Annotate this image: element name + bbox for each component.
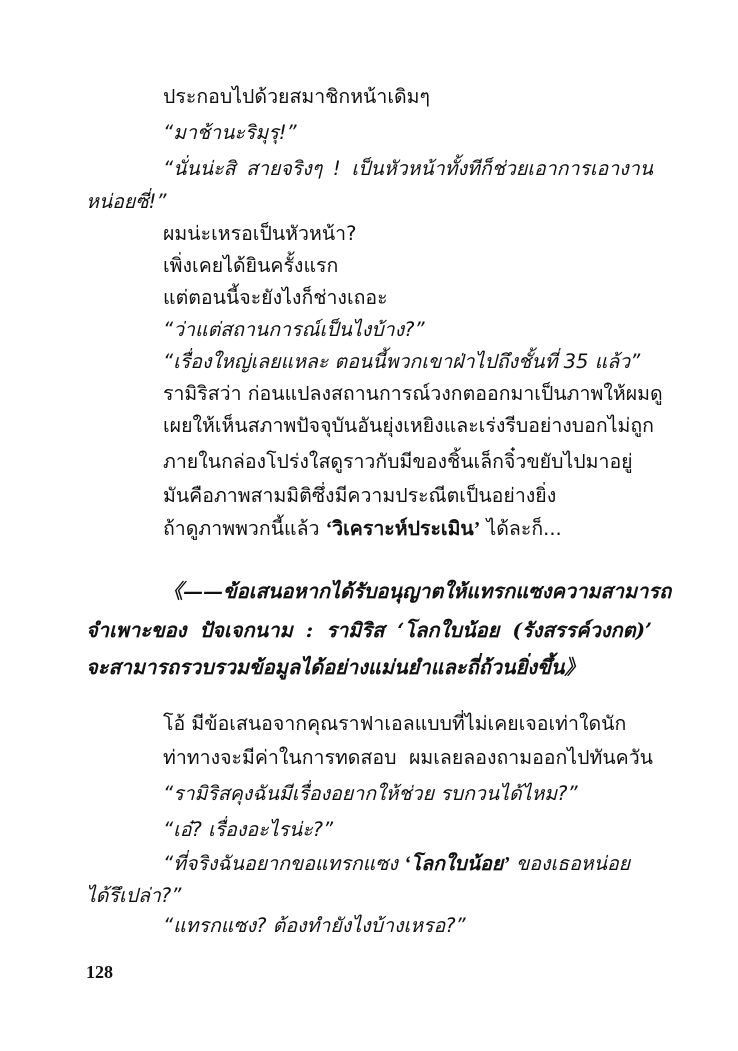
narration-text: ถ้าดูภาพพวกนี้แล้ว — [163, 517, 326, 540]
narration-line: ประกอบไปด้วยสมาชิกหน้าเดิมๆ — [163, 85, 430, 108]
narration-line: เพิ่งเคยได้ยินครั้งแรก — [163, 254, 339, 277]
dialogue-line: “นั่นน่ะสิ สายจริงๆ ! เป็นหัวหน้าทั้งทีก็ช่วยเอาการเอางาน — [163, 157, 653, 180]
dialogue-text: ของเธอหน่อย — [509, 852, 631, 875]
narration-line: ท่าทางจะมีค่าในการทดสอบ ผมเลยลองถามออกไปทันควัน — [163, 746, 653, 769]
dialogue-line: “รามิริสคุงฉันมีเรื่องอยากให้ช่วย รบกวนได้ไหม?” — [163, 782, 578, 805]
narration-line: ผมน่ะเหรอเป็นหัวหน้า? — [163, 222, 357, 245]
dialogue-line: หน่อยซี่!” — [86, 190, 167, 213]
system-message-line: จำเพาะของ ปัจเจกนาม : รามิริส ‘โลกใบน้อย (รังสรรค์วงกต)’ — [86, 618, 652, 642]
system-message-line: จะสามารถรวบรวมข้อมูลได้อย่างแม่นยำและถี่ถ้วนยิ่งขึ้น》 — [86, 655, 585, 679]
narration-line: เผยให้เห็นสภาพปัจจุบันอันยุ่งเหยิงและเร่งรีบอย่างบอกไม่ถูก — [163, 414, 654, 437]
narration-text: ได้ละก็... — [480, 517, 562, 540]
narration-line: มันคือภาพสามมิติซึ่งมีความประณีตเป็นอย่างยิ่ง — [163, 484, 557, 507]
system-message-line: 《——ข้อเสนอหากได้รับอนุญาตให้แทรกแซงความสามารถ — [163, 579, 672, 603]
narration-line: ภายในกล่องโปร่งใสดูราวกับมีของชิ้นเล็กจิ๋วขยับไปมาอยู่ — [163, 450, 633, 473]
page-number: 128 — [86, 962, 113, 982]
dialogue-line: “ว่าแต่สถานการณ์เป็นไงบ้าง?” — [163, 318, 425, 341]
dialogue-line: “มาช้านะริมุรุ!” — [163, 121, 297, 144]
dialogue-line: “เรื่องใหญ่เลยแหละ ตอนนี้พวกเขาฝ่าไปถึงชั้นที่ 35 แล้ว” — [163, 350, 641, 373]
narration-line: แต่ตอนนี้จะยังไงก็ช่างเถอะ — [163, 286, 388, 309]
skill-name: ‘โลกใบน้อย’ — [404, 854, 510, 875]
dialogue-line: “เอ๋? เรื่องอะไรน่ะ?” — [163, 818, 334, 841]
narration-line: โอ้ มีข้อเสนอจากคุณราฟาเอลแบบที่ไม่เคยเจอเท่าใดนัก — [163, 712, 627, 735]
dialogue-line: ได้รึเปล่า?” — [86, 884, 182, 907]
skill-name: ‘วิเคราะห์ประเมิน’ — [325, 519, 481, 540]
narration-line — [163, 515, 562, 544]
dialogue-line — [163, 850, 630, 879]
dialogue-line: “แทรกแซง? ต้องทำยังไงบ้างเหรอ?” — [163, 914, 466, 937]
dialogue-text: “ที่จริงฉันอยากขอแทรกแซง — [163, 852, 405, 875]
narration-line: รามิริสว่า ก่อนแปลงสถานการณ์วงกตออกมาเป็นภาพให้ผมดู — [163, 382, 663, 405]
